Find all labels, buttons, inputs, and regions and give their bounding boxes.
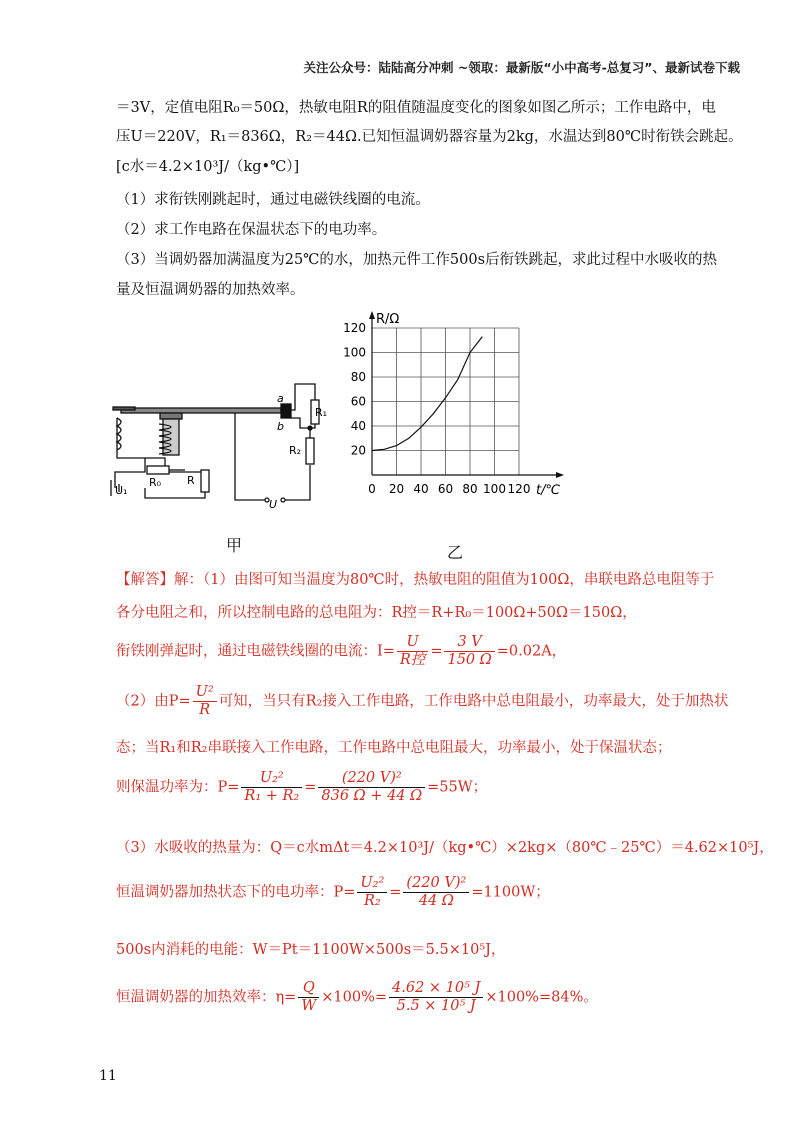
label-a: a xyxy=(277,392,284,405)
figure-jia-caption: 甲 xyxy=(226,536,243,555)
circuit-diagram xyxy=(105,380,330,520)
problem-line-1: ＝3V，定值电阻R₀＝50Ω，热敏电阻R的阻值随温度变化的图象如图乙所示；工作电路中，电 xyxy=(116,100,716,116)
y-tick-label: 40 xyxy=(350,419,366,433)
solution-line-9: 500s内消耗的电能：W＝Pt＝1100W×500s＝5.5×10⁵J， xyxy=(116,942,506,958)
x-tick-label: 120 xyxy=(507,482,531,496)
x-axis-arrow xyxy=(556,472,564,478)
label-r: R xyxy=(187,474,195,487)
y-axis-arrow xyxy=(369,311,375,319)
x-tick-label: 40 xyxy=(413,482,429,496)
chart-grid xyxy=(372,328,519,475)
x-tick-label: 20 xyxy=(388,482,405,496)
solution-line-5: 态；当R₁和R₂串联接入工作电路，工作电路中总电阻最大，功率最小，处于保温状态； xyxy=(116,740,672,756)
page-header: 关注公众号：陆陆高分冲刺 ~领取：最新版“小中高考-总复习”、最新试卷下载 xyxy=(303,60,740,75)
solution-line-7: （3）水吸收的热量为：Q＝c水mΔt＝4.2×10³J/（kg•℃）×2kg×（80℃﹣25℃）＝4.62×10⁵J， xyxy=(116,840,774,856)
chart-axes xyxy=(369,311,564,478)
y-tick-label: 20 xyxy=(350,443,366,458)
y-tick-label: 120 xyxy=(343,321,366,335)
question-1: （1）求衔铁刚跳起时，通过电磁铁线圈的电流。 xyxy=(116,192,430,208)
x-tick-label: 60 xyxy=(437,482,454,496)
solution-line-10: 恒温调奶器的加热效率：η= $\frac{Q}{W}$ ×100%= $\frac{\text{4.62 × 10⁵ J}}{\text{5.5 × 10⁵ J}}$ ×100%=84%。 xyxy=(116,980,598,1014)
y-tick-label: 100 xyxy=(343,345,366,360)
resistance-temperature-chart xyxy=(340,305,580,530)
solution-line-2: 各分电阻之和，所以控制电路的总电阻为：R控＝R+R₀＝100Ω+50Ω＝150Ω， xyxy=(116,605,637,621)
problem-line-3: [c水＝4.2×10³J/（kg•℃）] xyxy=(116,159,300,175)
x-tick-label: 0 xyxy=(368,482,376,496)
question-2: （2）求工作电路在保温状态下的电功率。 xyxy=(116,222,387,238)
figure-yi-caption: 乙 xyxy=(447,543,464,562)
question-3-line-2: 量及恒温调奶器的加热效率。 xyxy=(116,282,305,298)
question-3-line-1: （3）当调奶器加满温度为25℃的水，加热元件工作500s后衔铁跳起，求此过程中水吸收的热 xyxy=(116,252,718,268)
x-tick-label: 80 xyxy=(462,482,478,496)
label-b: b xyxy=(277,420,284,433)
solution-line-1: 【解答】解：（1）由图可知当温度为80℃时，热敏电阻的阻值为100Ω，串联电路总电阻等于 xyxy=(116,572,715,588)
solution-line-3: 衔铁刚弹起时，通过电磁铁线圈的电流：I= $\frac{U}{\text{R控}}$ = $\frac{3 V}{150 \Omega}$ =0.02A， xyxy=(116,634,567,668)
solution-line-6: 则保温功率为：P= $\frac{\text{U₂²}}{\text{R₁ + R₂}}$ = $\frac{\text{(220 V)²}}{836 \Omega + 44 \Omega}$ =55W； xyxy=(116,770,488,804)
x-tick-label: 100 xyxy=(483,482,506,496)
solution-line-4: （2）由P= $\frac{\text{U²}}{R}$ 可知，当只有R₂接入工作电路，工作电路中总电阻最小，功率最大，处于加热状 xyxy=(116,684,729,718)
series-line xyxy=(372,337,482,451)
label-u: U xyxy=(269,498,278,511)
label-r0: R₀ xyxy=(149,476,162,489)
solution-line-8: 恒温调奶器加热状态下的电功率：P= $\frac{\text{U₂²}}{\text{R₂}}$ = $\frac{\text{(220 V)²}}{44 \Omega}$ =1100W； xyxy=(116,875,550,909)
x-tick-labels xyxy=(368,482,530,496)
label-u1: U₁ xyxy=(115,484,128,497)
page-number: 11 xyxy=(99,1068,117,1084)
x-axis-label: t/℃ xyxy=(536,483,561,498)
y-tick-label: 60 xyxy=(350,394,366,409)
y-tick-labels xyxy=(343,321,366,458)
problem-line-2: 压U＝220V，R₁＝836Ω，R₂＝44Ω.已知恒温调奶器容量为2kg，水温达到80℃时衔铁会跳起。 xyxy=(116,129,743,145)
y-axis-label: R/Ω xyxy=(376,312,400,327)
label-r2: R₂ xyxy=(289,444,302,457)
y-tick-label: 80 xyxy=(350,370,366,384)
label-r1: R₁ xyxy=(315,406,328,419)
